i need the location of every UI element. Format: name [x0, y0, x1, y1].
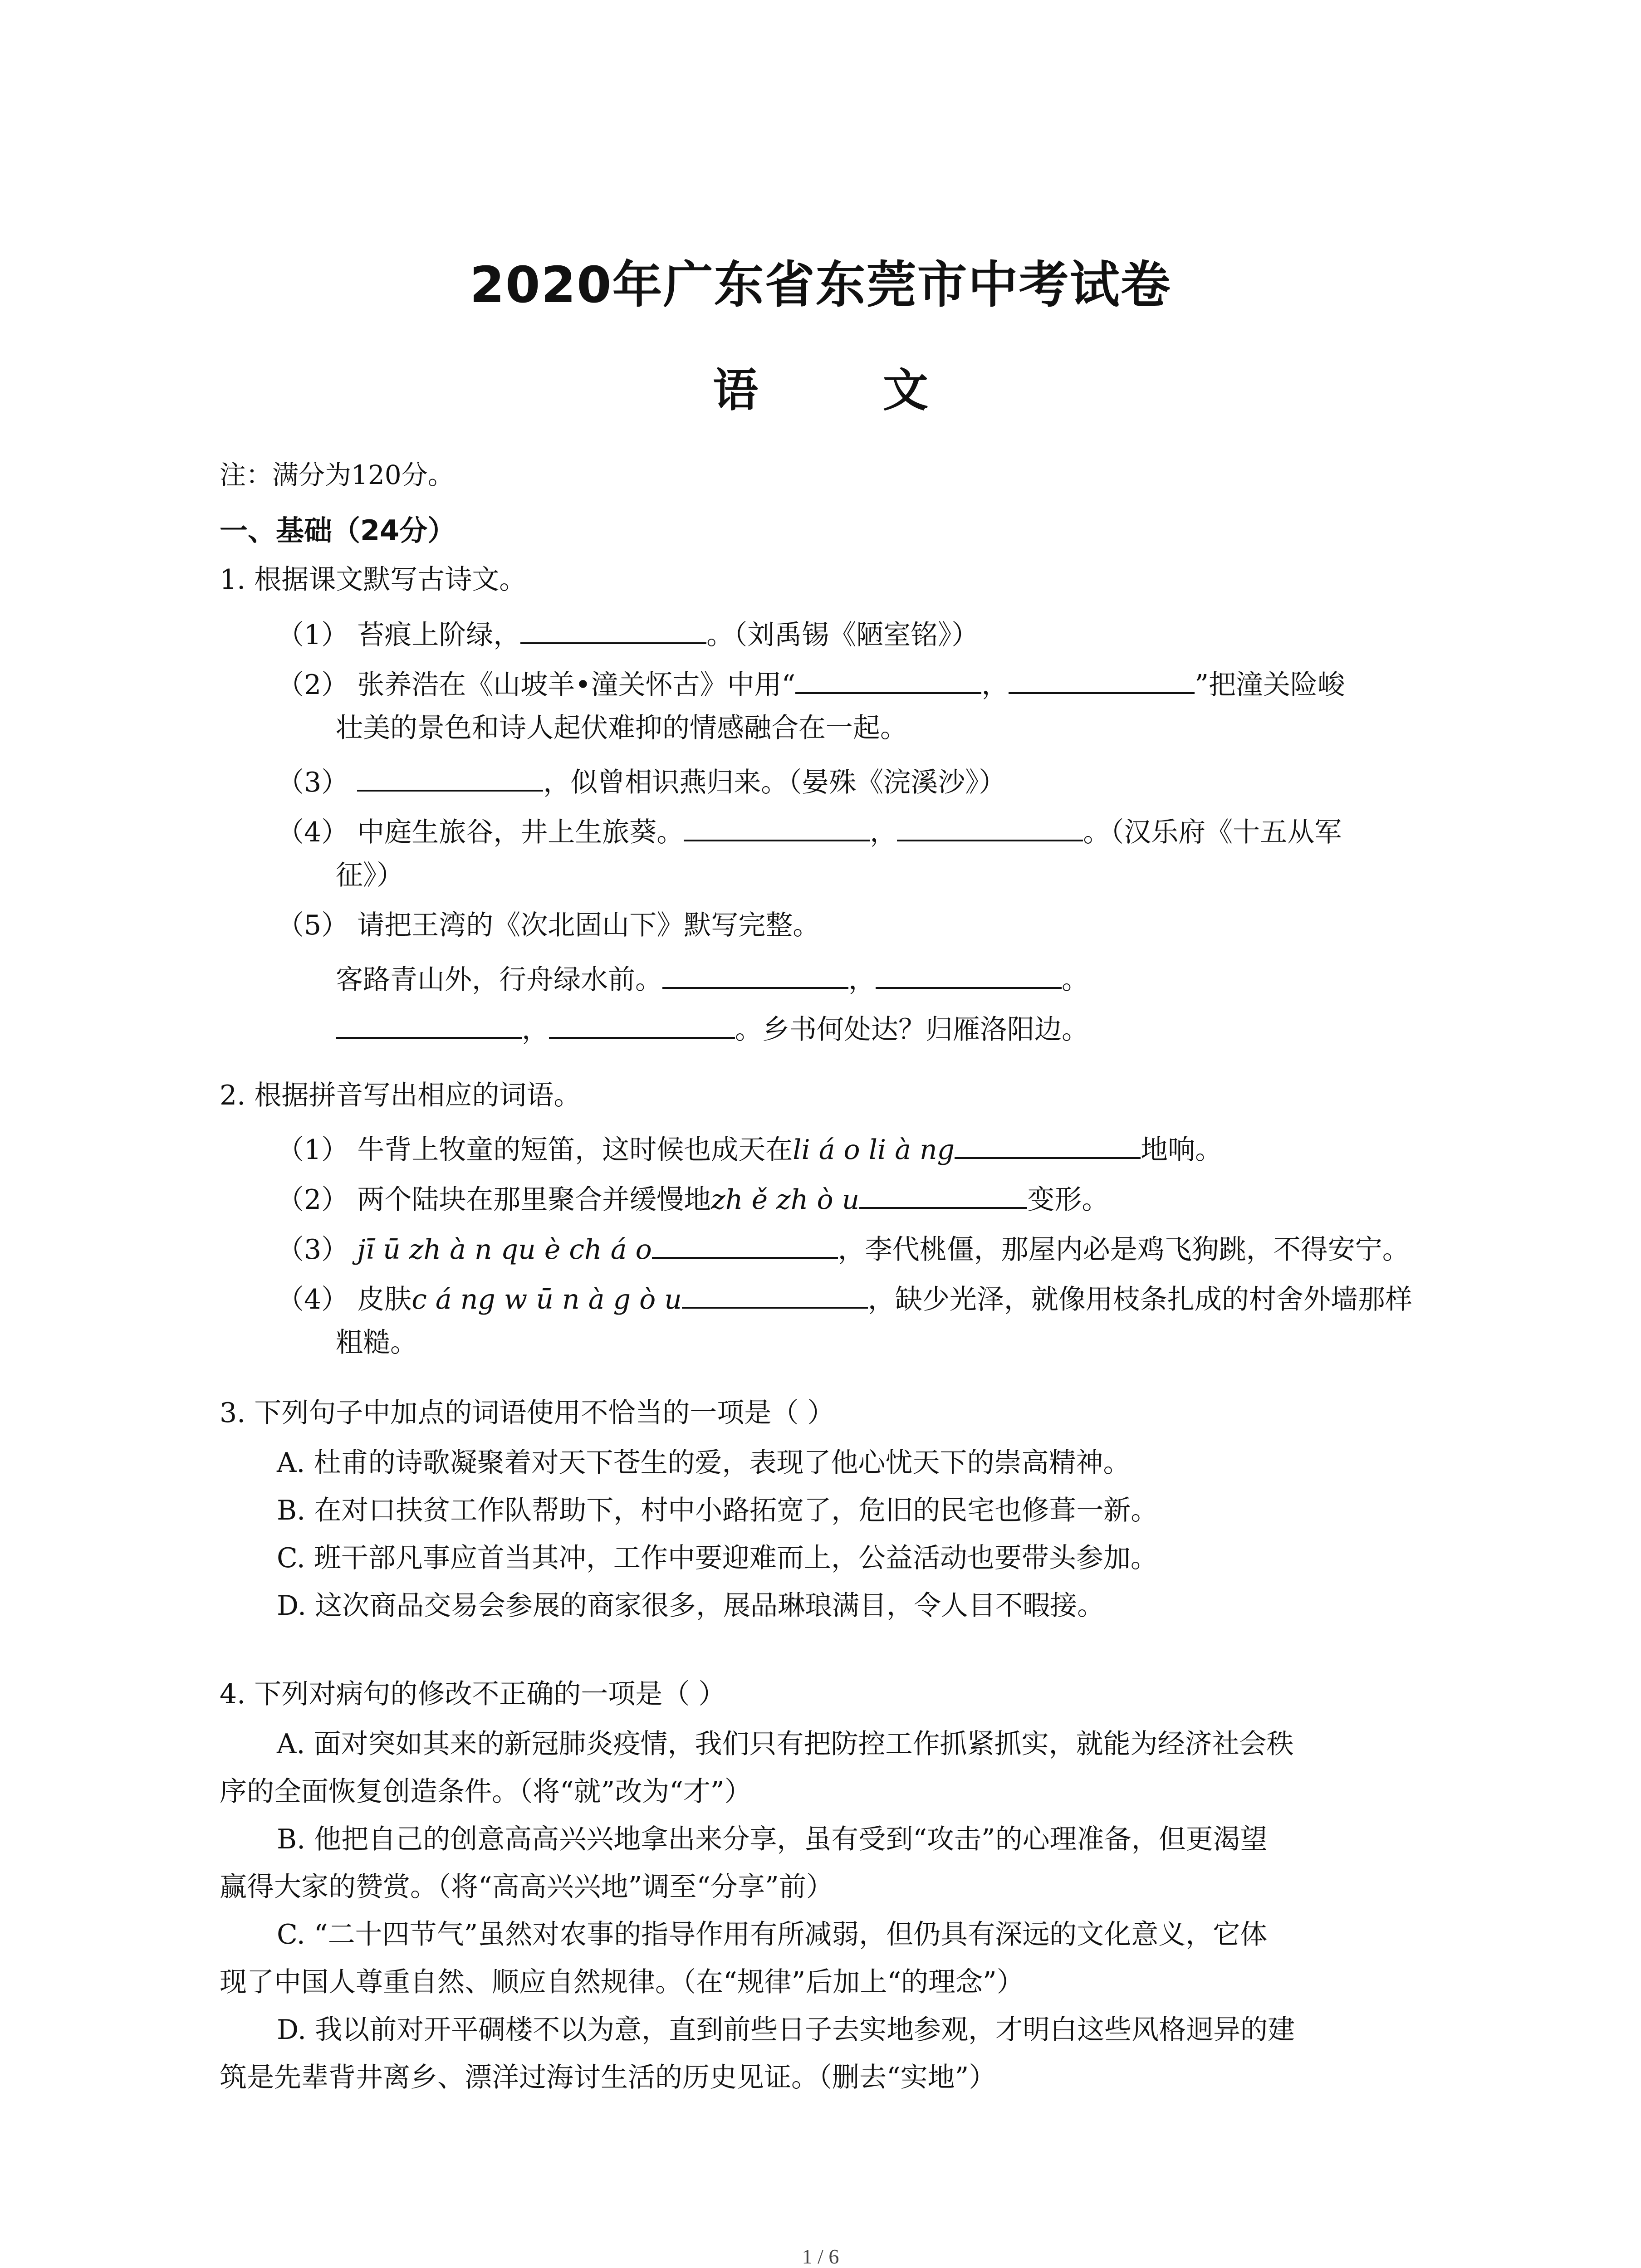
q1-item-5-text-f: 。乡书何处达？归雁洛阳边。	[735, 1014, 1089, 1046]
answer-blank[interactable]	[897, 814, 1083, 841]
answer-blank[interactable]	[662, 962, 848, 989]
q1-stem: 1. 根据课文默写古诗文。	[220, 564, 527, 596]
q2-item-2	[277, 1182, 1109, 1216]
q2-item-4-cont: 粗糙。	[336, 1327, 417, 1359]
answer-blank[interactable]	[336, 1012, 522, 1039]
answer-blank[interactable]	[652, 1232, 838, 1259]
q2-item-2-text-b: 变形。	[1027, 1184, 1109, 1216]
q4-option-c-cont: 现了中国人尊重自然、顺应自然规律。（在“规律”后加上“的理念”）	[220, 1966, 1024, 1998]
answer-blank[interactable]	[520, 617, 706, 644]
q4-option-d: D. 我以前对开平碉楼不以为意，直到前些日子去实地参观，才明白这些风格迥异的建	[277, 2014, 1295, 2046]
q2-item-1-text-a: （1） 牛背上牧童的短笛，这时候也成天在	[277, 1134, 793, 1166]
page-number: 1 / 6	[802, 2245, 839, 2268]
q4-option-a-cont: 序的全面恢复创造条件。（将“就”改为“才”）	[220, 1776, 752, 1808]
pinyin: c á ng w ū n à g ò u	[411, 1284, 682, 1315]
q2-item-2-text-a: （2） 两个陆块在那里聚合并缓慢地	[277, 1184, 711, 1216]
q1-item-5-line-1	[336, 962, 1089, 996]
q3-option-b: B. 在对口扶贫工作队帮助下，村中小路拓宽了，危旧的民宅也修葺一新。	[277, 1495, 1158, 1526]
q2-stem: 2. 根据拼音写出相应的词语。	[220, 1080, 581, 1111]
pinyin: li á o li à ng	[793, 1134, 955, 1166]
section-heading-basics: 一、基础（24分）	[220, 514, 456, 547]
q2-item-4	[277, 1281, 1412, 1313]
q1-item-5: （5） 请把王湾的《次北固山下》默写完整。	[277, 909, 820, 941]
q1-item-1-text-a: （1） 苔痕上阶绿，	[277, 619, 521, 651]
answer-blank[interactable]	[876, 962, 1062, 989]
q1-item-1-text-b: 。（刘禹锡《陋室铭》）	[706, 619, 979, 651]
q1-item-4	[277, 814, 1342, 846]
q2-item-4-text-a: （4） 皮肤	[277, 1284, 412, 1315]
q2-item-3	[277, 1232, 1410, 1266]
q3-option-d: D. 这次商品交易会参展的商家很多，展品琳琅满目，令人目不暇接。	[277, 1590, 1105, 1622]
q4-option-b-cont: 赢得大家的赞赏。（将“高高兴兴地”调至“分享”前）	[220, 1871, 833, 1903]
pinyin: jī ū zh à n qu è ch á o	[357, 1234, 652, 1266]
answer-blank[interactable]	[549, 1012, 735, 1039]
q1-item-4-text-a: （4） 中庭生旅谷，井上生旅葵。	[277, 816, 684, 848]
q1-item-2-text-b: ，	[981, 669, 1009, 701]
answer-blank[interactable]	[1009, 667, 1195, 694]
q1-item-2-text-c: ”把潼关险峻	[1195, 669, 1345, 701]
score-note: 注：满分为120分。	[220, 459, 454, 490]
q1-item-1	[277, 617, 979, 649]
q1-item-5-text-b: 客路青山外，行舟绿水前。	[336, 964, 662, 996]
answer-blank[interactable]	[859, 1182, 1027, 1209]
q4-stem: 4. 下列对病句的修改不正确的一项是（ ）	[220, 1678, 726, 1710]
pinyin: zh ě zh ò u	[711, 1184, 860, 1216]
q4-option-b: B. 他把自己的创意高高兴兴地拿出来分享，虽有受到“攻击”的心理准备，但更渴望	[277, 1823, 1268, 1855]
q1-item-4-text-c: 。（汉乐府《十五从军	[1083, 816, 1342, 848]
q3-stem: 3. 下列句子中加点的词语使用不恰当的一项是（ ）	[220, 1397, 835, 1429]
q2-item-1-text-b: 地响。	[1141, 1134, 1223, 1166]
answer-blank[interactable]	[357, 764, 543, 792]
answer-blank[interactable]	[955, 1132, 1141, 1159]
q2-item-3-text-b: ，李代桃僵，那屋内必是鸡飞狗跳，不得安宁。	[838, 1234, 1410, 1266]
q1-item-3-text-b: ，似曾相识燕归来。（晏殊《浣溪沙》）	[543, 767, 1006, 798]
q1-item-5-line-2	[336, 1012, 1089, 1046]
q1-item-4-text-b: ，	[870, 816, 897, 848]
q4-option-a: A. 面对突如其来的新冠肺炎疫情，我们只有把防控工作抓紧抓实，就能为经济社会秩	[277, 1728, 1294, 1760]
answer-blank[interactable]	[684, 814, 870, 841]
q2-item-4-text-b: ，缺少光泽，就像用枝条扎成的村舍外墙那样	[867, 1284, 1412, 1315]
q3-option-a: A. 杜甫的诗歌凝聚着对天下苍生的爱，表现了他心忧天下的崇高精神。	[277, 1447, 1131, 1479]
q1-item-3	[277, 764, 1006, 796]
q4-option-c: C. “二十四节气”虽然对农事的指导作用有所减弱，但仍具有深远的文化意义，它体	[277, 1919, 1268, 1950]
answer-blank[interactable]	[682, 1281, 868, 1309]
q1-item-3-text-a: （3）	[277, 767, 349, 798]
q1-item-2	[277, 667, 1345, 699]
q1-item-5-text-c: ，	[848, 964, 876, 996]
exam-subject: 语 文	[713, 364, 983, 417]
q2-item-3-text-a: （3）	[277, 1234, 358, 1266]
q1-item-5-text-d: 。	[1062, 964, 1089, 996]
q3-option-c: C. 班干部凡事应首当其冲，工作中要迎难而上，公益活动也要带头参加。	[277, 1542, 1158, 1574]
q1-item-2-cont: 壮美的景色和诗人起伏难抑的情感融合在一起。	[336, 712, 907, 744]
q4-option-d-cont: 筑是先辈背井离乡、漂洋过海讨生活的历史见证。（删去“实地”）	[220, 2062, 996, 2093]
q2-item-1	[277, 1132, 1223, 1166]
q1-item-2-text-a: （2） 张养浩在《山坡羊•潼关怀古》中用“	[277, 669, 796, 701]
q1-item-4-cont: 征》）	[336, 860, 404, 891]
exam-title: 2020年广东省东莞市中考试卷	[470, 256, 1171, 314]
answer-blank[interactable]	[795, 667, 981, 694]
q1-item-5-text-e: ，	[522, 1014, 549, 1046]
